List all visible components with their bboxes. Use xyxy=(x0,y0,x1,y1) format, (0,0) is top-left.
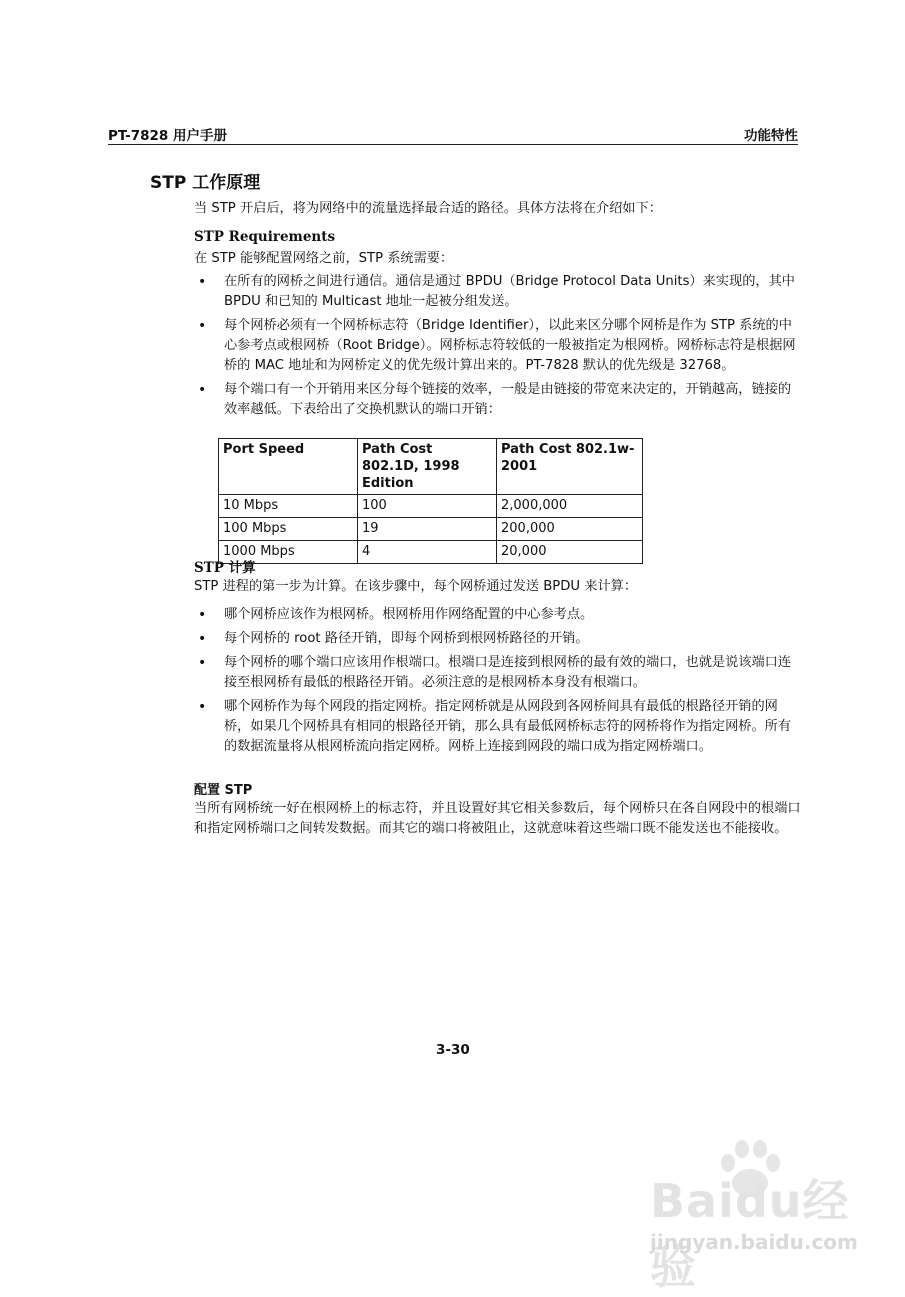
table-cell: 10 Mbps xyxy=(219,495,358,518)
watermark-brand: Baidu经验 xyxy=(650,1174,850,1294)
table-row xyxy=(219,541,643,564)
requirements-intro: 在 STP 能够配置网络之前，STP 系统需要： xyxy=(194,251,454,266)
list-item: • 哪个网桥作为每个网段的指定网桥。指定网桥就是从网段到各网桥间具有最低的根路径开销的网桥，如果几个网桥具有相同的根路径开销，那么具有最低网桥标志符的网桥将作为指定网桥。所有的数据流量将从根网桥流向指定网桥。网桥上连接到网段的端口成为指定网桥端口。 xyxy=(194,697,800,757)
table-cell: 19 xyxy=(358,518,497,541)
section-title: STP 工作原理 xyxy=(150,173,261,193)
page-header xyxy=(108,122,798,145)
table-cell: 4 xyxy=(358,541,497,564)
list-item: • 哪个网桥应该作为根网桥。根网桥用作网络配置的中心参考点。 xyxy=(194,605,800,625)
column-header: Path Cost 802.1D, 1998 Edition xyxy=(358,439,497,495)
table-cell: 100 xyxy=(358,495,497,518)
calculation-list xyxy=(194,605,800,761)
column-header: Path Cost 802.1w-2001 xyxy=(497,439,643,495)
port-cost-table xyxy=(218,438,643,564)
table-cell: 100 Mbps xyxy=(219,518,358,541)
list-item: • 每个网桥必须有一个网桥标志符（Bridge Identifier），以此来区分哪个网桥是作为 STP 系统的中心参考点或根网桥（Root Bridge）。网桥标志符较低的一般被指定为根网桥。网桥标志符是根据网桥的 MAC 地址和为网桥定义的优先级计算出来的。PT-7828 默认的优先级是 32768。 xyxy=(194,316,800,376)
requirements-list xyxy=(194,272,800,424)
watermark-url: jingyan.baidu.com xyxy=(650,1230,858,1254)
table-cell: 200,000 xyxy=(497,518,643,541)
column-header: Port Speed xyxy=(219,439,358,495)
section-intro: 当 STP 开启后，将为网络中的流量选择最合适的路径。具体方法将在介绍如下： xyxy=(194,201,662,216)
table-header-row xyxy=(219,439,643,495)
calculation-title: STP 计算 xyxy=(194,560,256,576)
table-cell: 2,000,000 xyxy=(497,495,643,518)
table-cell: 1000 Mbps xyxy=(219,541,358,564)
list-item: • 每个端口有一个开销用来区分每个链接的效率，一般是由链接的带宽来决定的，开销越高，链接的效率越低。下表给出了交换机默认的端口开销： xyxy=(194,380,800,420)
table-row xyxy=(219,495,643,518)
table-cell: 20,000 xyxy=(497,541,643,564)
table-row xyxy=(219,518,643,541)
watermark xyxy=(640,1135,880,1294)
list-item: • 在所有的网桥之间进行通信。通信是通过 BPDU（Bridge Protocol Data Units）来实现的，其中 BPDU 和已知的 Multicast 地址一起被分组发送。 xyxy=(194,272,800,312)
header-chapter-title: 功能特性 xyxy=(744,128,798,144)
list-item: • 每个网桥的 root 路径开销，即每个网桥到根网桥路径的开销。 xyxy=(194,629,800,649)
configure-body: 当所有网桥统一好在根网桥上的标志符，并且设置好其它相关参数后，每个网桥只在各自网段中的根端口和指定网桥端口之间转发数据。而其它的端口将被阻止，这就意味着这些端口既不能发送也不能接收。 xyxy=(194,801,801,836)
list-item: • 每个网桥的哪个端口应该用作根端口。根端口是连接到根网桥的最有效的端口，也就是说该端口连接至根网桥有最低的根路径开销。必须注意的是根网桥本身没有根端口。 xyxy=(194,653,800,693)
header-manual-title: PT-7828 用户手册 xyxy=(108,128,227,144)
requirements-title: STP Requirements xyxy=(194,229,336,245)
calculation-intro: STP 进程的第一步为计算。在该步骤中，每个网桥通过发送 BPDU 来计算： xyxy=(194,579,638,594)
page-number: 3-30 xyxy=(436,1042,470,1058)
configure-title: 配置 STP xyxy=(194,783,253,798)
